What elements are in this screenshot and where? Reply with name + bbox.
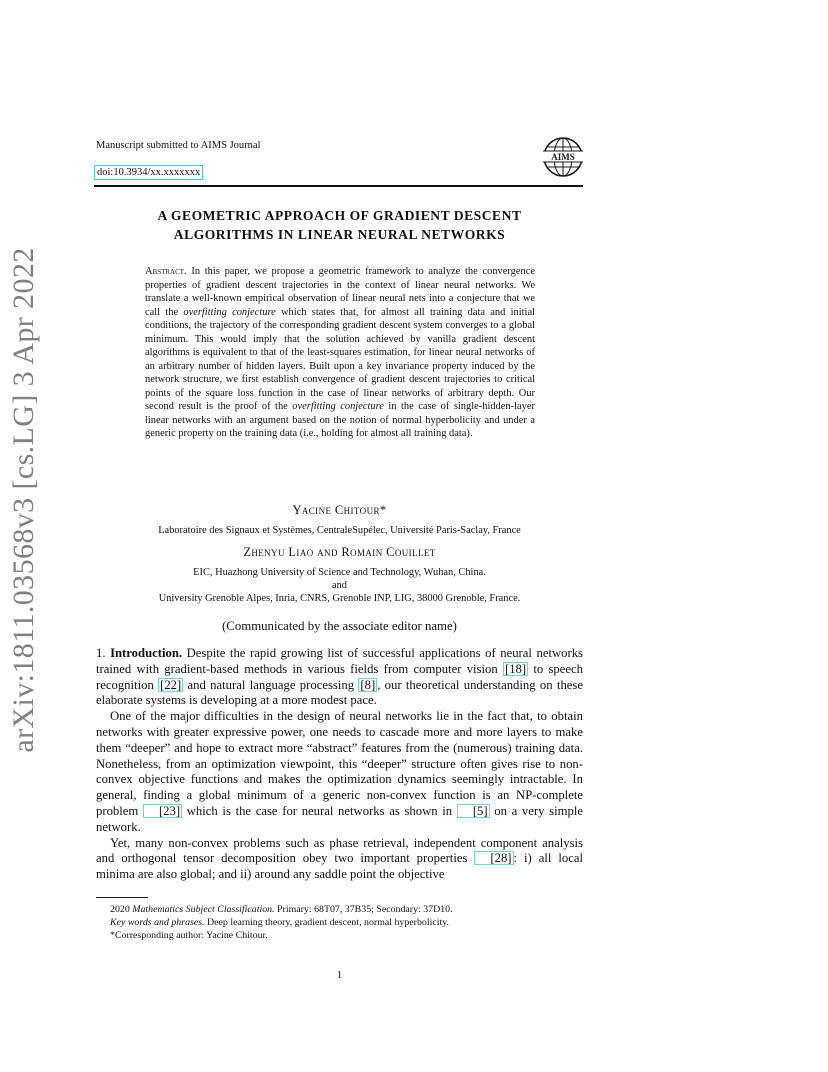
paragraph-1: 1. Introduction. Despite the rapid growing list of successful applications of neural networks trained with gradient-based methods in various fields from computer vision [18] to speech recognition [22] and natural language processing [8] , our theoretical understanding on these elaborate systems is developing at a more modest pace. bbox=[96, 646, 583, 708]
emphasis: overfitting conjecture bbox=[183, 306, 276, 318]
footnote-rule bbox=[96, 897, 148, 898]
page-number: 1 bbox=[336, 970, 343, 981]
abstract: Abstract. In this paper, we propose a geometric framework to analyze the convergence properties of gradient descent trajectories in the context of linear neural networks. We translate a well-known empirical observation of linear neural nets into a conjecture that we call the overfitting conjecture which states that, for almost all training data and initial conditions, the trajectory of the corresponding gradient descent system converges to a global minimum. This would imply that the solution achieved by vanilla gradient descent algorithms is equivalent to that of the least-squares estimation, for linear neural networks of an arbitrary number of hidden layers. Built upon a key invariance property induced by the network structure, we first establish convergence of gradient descent trajectories to critical points of the square loss function in the case of linear networks of arbitrary depth. Our second result is the proof of the overfitting conjecture in the case of single-hidden-layer linear networks with an argument based on the notion of normal hyperbolicity and under a generic property on the training data (i.e., holding for almost all training data). bbox=[145, 266, 535, 439]
aims-logo bbox=[542, 136, 584, 178]
communicated-by: (Communicated by the associate editor name) bbox=[222, 619, 457, 633]
doi-link[interactable]: doi:10.3934/xx.xxxxxxx bbox=[94, 165, 203, 180]
footnote-msc: 2020 Mathematics Subject Classification. Primary: 68T07, 37B35; Secondary: 37D10. bbox=[110, 904, 453, 915]
author-2: Zhenyu Liao and Romain Couillet bbox=[243, 545, 436, 559]
header-rule bbox=[94, 185, 583, 187]
citation-23[interactable]: [23] bbox=[143, 804, 182, 818]
section-heading: Introduction. bbox=[110, 646, 183, 660]
abstract-label: Abstract. bbox=[145, 266, 187, 277]
citation-5[interactable]: [5] bbox=[457, 804, 490, 818]
author-1: Yacine Chitour* bbox=[292, 503, 387, 517]
footnote-corresponding: *Corresponding author: Yacine Chitour. bbox=[110, 930, 268, 941]
affiliation-3: University Grenoble Alpes, Inria, CNRS, Grenoble INP, LIG, 38000 Grenoble, France. bbox=[158, 593, 521, 604]
affiliation-and: and bbox=[331, 580, 347, 591]
arxiv-identifier: arXiv:1811.03568v3 [cs.LG] 3 Apr 2022 bbox=[7, 247, 40, 753]
footnote-keywords: Key words and phrases. Deep learning theory, gradient descent, normal hyperbolicity. bbox=[110, 917, 449, 928]
affiliation-2: EIC, Huazhong University of Science and Technology, Wuhan, China. bbox=[193, 567, 486, 578]
paragraph-2: One of the major difficulties in the design of neural networks lie in the fact that, to obtain networks with greater expressive power, one needs to cascade more and more layers to make them “deeper” and hope to extract more “abstract” features from the (numerous) training data. Nonetheless, from an optimization viewpoint, this “deeper” structure often gives rise to non-convex objective functions and makes the optimization dynamics seemingly intractable. In general, finding a global minimum of a generic non-convex function is an NP-complete problem [23] which is the case for neural networks as shown in [5] on a very simple network. bbox=[96, 709, 583, 834]
paragraph-3: Yet, many non-convex problems such as phase retrieval, independent component analysis and orthogonal tensor decomposition obey two important properties [28] : i) all local minima are also global; and ii) around any saddle point the objective bbox=[96, 835, 583, 882]
paper-title-line-2: ALGORITHMS IN LINEAR NEURAL NETWORKS bbox=[173, 227, 506, 242]
citation-18[interactable]: [18] bbox=[504, 661, 527, 676]
footnotes bbox=[110, 903, 590, 942]
citation-22[interactable]: [22] bbox=[160, 677, 182, 692]
paper-title-line-1: A GEOMETRIC APPROACH OF GRADIENT DESCENT bbox=[157, 208, 522, 223]
citation-8[interactable]: [8] bbox=[360, 677, 376, 692]
section-number: 1. bbox=[96, 646, 106, 660]
affiliation-1: Laboratoire des Signaux et Systèmes, CentraleSupélec, Université Paris-Saclay, France bbox=[158, 525, 521, 536]
emphasis: overfitting conjecture bbox=[292, 401, 384, 412]
arxiv-side-stamp bbox=[4, 247, 44, 753]
logo-text: AIMS bbox=[551, 152, 575, 162]
citation-28[interactable]: [28] bbox=[474, 851, 513, 865]
introduction-section bbox=[96, 646, 583, 883]
journal-header: Manuscript submitted to AIMS Journal bbox=[96, 140, 261, 151]
